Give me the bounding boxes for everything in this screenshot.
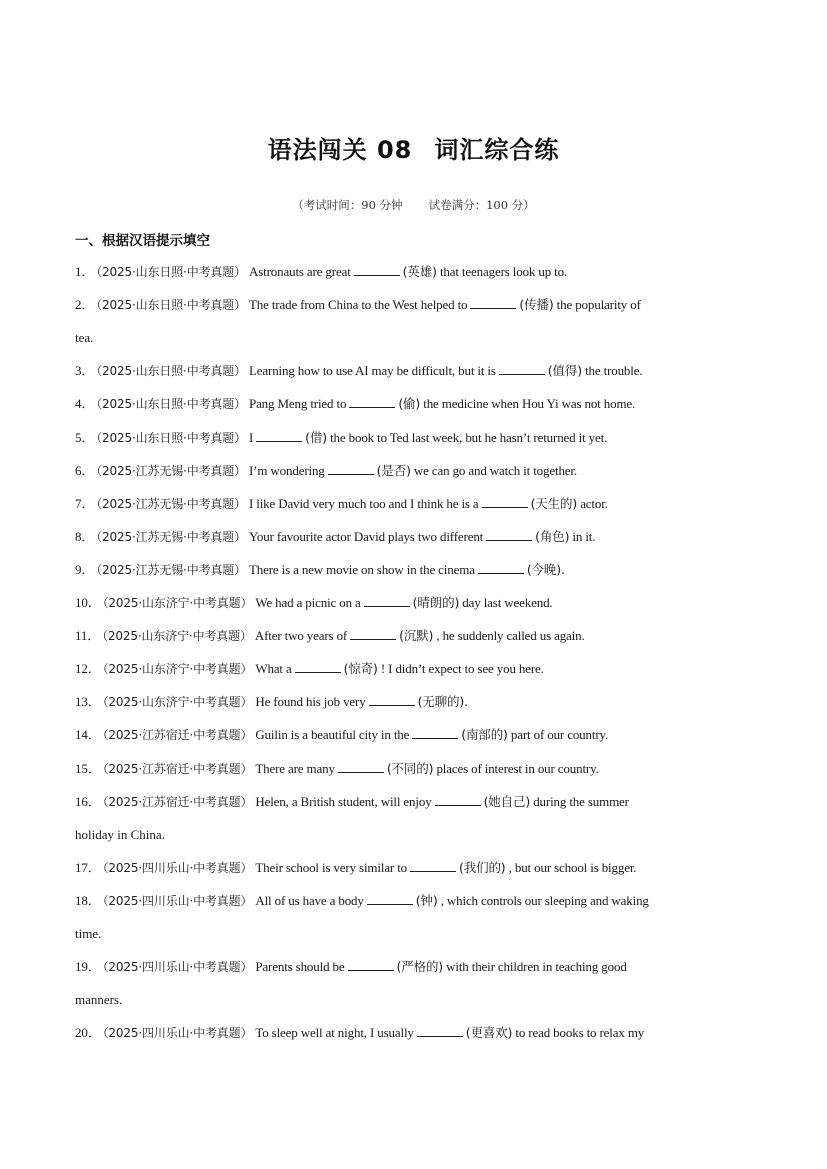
chinese-hint: (更喜欢) — [465, 1025, 513, 1041]
chinese-hint: (借) — [305, 429, 327, 445]
question-text-after: to read books to relax my — [515, 1025, 645, 1041]
page-title — [0, 130, 827, 165]
question-source: （2025·江苏宿迁·中考真题） — [102, 728, 253, 743]
question-text-after: , which controls our sleeping and waking — [440, 892, 649, 908]
question-text-before: The trade from China to the West helped to — [248, 297, 468, 313]
question-item — [75, 354, 745, 388]
question-text-before: Astronauts are great — [248, 264, 351, 279]
answer-blank[interactable] — [435, 793, 481, 806]
question-number: 7． — [75, 495, 95, 511]
question-number: 16． — [75, 793, 101, 809]
question-text-after: the popularity of — [556, 297, 641, 313]
question-number: 13． — [75, 694, 101, 710]
question-number: 14． — [75, 727, 101, 743]
question-item — [75, 652, 745, 686]
chinese-hint: (晴朗的) — [412, 595, 460, 610]
answer-blank[interactable] — [350, 627, 396, 640]
question-text-before: We had a picnic on a — [255, 595, 361, 610]
question-source: （2025·山东日照·中考真题） — [96, 430, 246, 445]
full-score: 试卷满分：100 分） — [428, 198, 535, 212]
question-number: 9． — [75, 561, 95, 577]
question-source: （2025·四川乐山·中考真题） — [102, 1026, 253, 1041]
question-text-after: in it. — [572, 528, 596, 544]
question-text-after: day last weekend. — [462, 595, 553, 610]
question-number: 18． — [75, 892, 101, 908]
question-item — [75, 454, 745, 488]
question-text-after: the trouble. — [585, 363, 643, 379]
question-text-after: actor. — [580, 495, 608, 511]
question-item — [75, 288, 745, 322]
question-number: 17． — [75, 859, 101, 875]
question-item — [75, 520, 745, 554]
answer-blank[interactable] — [367, 892, 413, 905]
chinese-hint: (今晚). — [526, 561, 565, 577]
question-text-after: , but our school is bigger. — [508, 859, 637, 875]
answer-blank[interactable] — [295, 660, 341, 673]
chinese-hint: (传播) — [519, 297, 554, 313]
answer-blank[interactable] — [412, 726, 458, 739]
answer-blank[interactable] — [364, 594, 410, 607]
question-continuation: manners. — [75, 992, 123, 1008]
question-item — [75, 619, 745, 653]
question-continuation: holiday in China. — [75, 826, 165, 842]
question-item — [75, 487, 745, 521]
chinese-hint: (严格的) — [396, 959, 444, 975]
question-text-after: with their children in teaching good — [446, 959, 627, 975]
answer-blank[interactable] — [348, 958, 394, 971]
question-source: （2025·江苏无锡·中考真题） — [96, 529, 246, 544]
question-text-before: I like David very much too and I think he is a — [248, 495, 479, 511]
chinese-hint: (是否) — [376, 462, 411, 478]
question-number: 6． — [75, 462, 95, 478]
chinese-hint: (沉默) — [399, 628, 434, 644]
question-text-after: places of interest in our country. — [436, 760, 599, 776]
question-text-before: After two years of — [254, 628, 348, 644]
chinese-hint: (偷) — [398, 396, 421, 412]
question-number: 2． — [75, 297, 95, 313]
answer-blank[interactable] — [354, 263, 400, 276]
answer-blank[interactable] — [256, 429, 302, 442]
question-source: （2025·山东济宁·中考真题） — [102, 596, 253, 610]
answer-blank[interactable] — [417, 1024, 463, 1037]
question-number: 4． — [75, 396, 95, 412]
question-item — [75, 255, 745, 289]
question-source: （2025·四川乐山·中考真题） — [102, 860, 253, 875]
chinese-hint: (天生的) — [530, 495, 578, 511]
question-text-before: Their school is very similar to — [255, 859, 408, 875]
chinese-hint: (英雄) — [402, 264, 437, 279]
answer-blank[interactable] — [486, 528, 532, 541]
question-source: （2025·四川乐山·中考真题） — [102, 960, 253, 975]
question-text-after: , he suddenly called us again. — [436, 628, 585, 644]
question-text-before: He found his job very — [255, 694, 366, 710]
question-item — [75, 421, 745, 455]
question-text-before: All of us have a body — [255, 892, 364, 908]
exam-info — [0, 197, 827, 213]
question-number: 20． — [75, 1025, 101, 1041]
chinese-hint: (角色) — [535, 528, 570, 544]
question-source: （2025·江苏宿迁·中考真题） — [102, 794, 253, 809]
question-number: 10． — [75, 595, 101, 610]
chinese-hint: (我们的) — [459, 859, 506, 875]
question-source: （2025·山东日照·中考真题） — [96, 364, 246, 379]
question-number: 3． — [75, 363, 95, 379]
question-number: 5． — [75, 429, 95, 445]
answer-blank[interactable] — [369, 693, 415, 706]
question-number: 15． — [75, 760, 101, 776]
question-text-before: There are many — [255, 760, 335, 776]
question-item — [75, 851, 745, 885]
question-item — [75, 586, 745, 620]
answer-blank[interactable] — [499, 362, 545, 375]
question-source: （2025·山东日照·中考真题） — [96, 265, 246, 279]
question-text-before: Pang Meng tried to — [248, 396, 347, 412]
question-text-before: Your favourite actor David plays two different — [248, 528, 484, 544]
chinese-hint: (钟) — [415, 892, 438, 908]
question-item — [75, 387, 745, 421]
question-item — [75, 752, 745, 786]
question-number: 1． — [75, 264, 95, 279]
question-text-after: we can go and watch it together. — [413, 462, 577, 478]
question-source: （2025·山东济宁·中考真题） — [102, 662, 253, 677]
question-continuation: time. — [75, 926, 102, 941]
chinese-hint: (她自己) — [483, 793, 531, 809]
question-item — [75, 785, 745, 819]
title-part-1: 语法闯关 08 — [267, 136, 413, 164]
question-text-after: part of our country. — [510, 727, 609, 743]
question-source: （2025·江苏宿迁·中考真题） — [102, 761, 253, 776]
question-item — [75, 950, 745, 984]
chinese-hint: (无聊的). — [417, 694, 468, 710]
answer-blank[interactable] — [338, 760, 384, 773]
question-source: （2025·山东日照·中考真题） — [96, 397, 246, 412]
answer-blank[interactable] — [349, 395, 395, 408]
question-text-after: the medicine when Hou Yi was not home. — [423, 396, 636, 412]
question-text-before: Parents should be — [255, 959, 345, 975]
question-source: （2025·山东济宁·中考真题） — [102, 629, 252, 644]
chinese-hint: (惊奇) — [343, 661, 378, 677]
question-number: 8． — [75, 528, 95, 544]
question-item — [75, 685, 745, 719]
question-continuation: tea. — [75, 330, 94, 346]
question-text-after: ! I didn’t expect to see you here. — [380, 661, 544, 677]
chinese-hint: (值得) — [547, 363, 582, 379]
question-source: （2025·江苏无锡·中考真题） — [96, 496, 246, 511]
question-text-before: To sleep well at night, I usually — [255, 1025, 414, 1041]
question-source: （2025·江苏无锡·中考真题） — [96, 562, 246, 577]
question-source: （2025·四川乐山·中考真题） — [102, 893, 253, 908]
question-text-after: that teenagers look up to. — [439, 264, 568, 279]
question-text-before: I’m wondering — [248, 462, 325, 478]
section-heading: 一、根据汉语提示填空 — [75, 233, 210, 249]
question-item — [75, 553, 745, 587]
question-item — [75, 1016, 745, 1050]
question-item — [75, 884, 745, 918]
chinese-hint: (南部的) — [461, 727, 508, 743]
answer-blank[interactable] — [482, 495, 528, 508]
question-number: 19． — [75, 959, 101, 975]
question-text-before: Helen, a British student, will enjoy — [255, 793, 432, 809]
answer-blank[interactable] — [410, 859, 456, 872]
title-part-2: 词汇综合练 — [434, 136, 560, 164]
question-number: 11． — [75, 628, 101, 644]
question-source: （2025·山东日照·中考真题） — [96, 298, 246, 313]
question-number: 12． — [75, 661, 101, 677]
answer-blank[interactable] — [328, 462, 374, 475]
question-text-before: Guilin is a beautiful city in the — [255, 727, 410, 743]
question-item — [75, 718, 745, 752]
question-text-before: Learning how to use AI may be difficult, but it is — [248, 363, 496, 379]
question-text-before: What a — [255, 661, 292, 677]
chinese-hint: (不同的) — [386, 760, 434, 776]
exam-time: （考试时间：90 分钟 — [292, 198, 403, 212]
answer-blank[interactable] — [478, 561, 524, 574]
question-text-before: I — [248, 429, 254, 445]
question-text-after: the book to Ted last week, but he hasn’t returned it yet. — [330, 429, 608, 445]
question-source: （2025·山东济宁·中考真题） — [102, 695, 253, 710]
question-text-before: There is a new movie on show in the cinema — [248, 561, 475, 577]
question-source: （2025·江苏无锡·中考真题） — [96, 463, 246, 478]
answer-blank[interactable] — [470, 296, 516, 309]
question-text-after: during the summer — [533, 793, 629, 809]
